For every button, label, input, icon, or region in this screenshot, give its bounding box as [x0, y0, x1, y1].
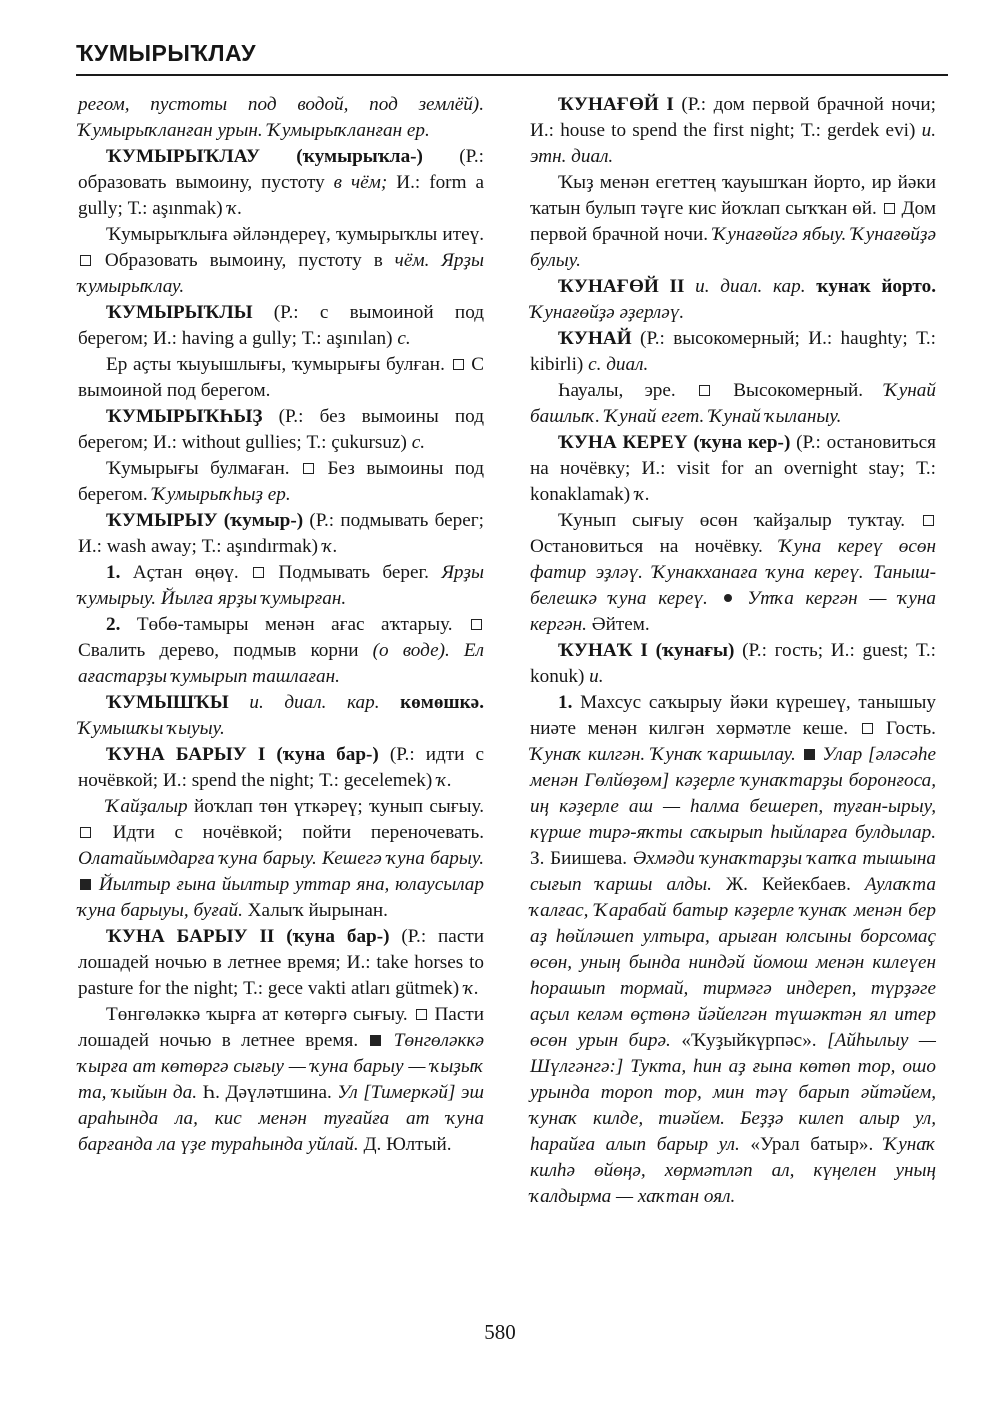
body-text: (Р.: пасти лошадей ночью в летнее время; И.: take horses to pasture for the night; Т.: gece vakti atları gütmek) — [78, 926, 484, 999]
headword: 1. — [558, 692, 573, 713]
dictionary-entry — [78, 508, 484, 560]
dictionary-entry — [78, 404, 484, 456]
italic-text: Улар [әләсәһе менән Гөлйөҙөм] кәҙерле ҡунаҡтарҙы боронғоса, иң кәҙерле аш — һалма бешереп, туған-ырыу, күрше тирә-яҡты саҡырып һыйларға булдылар. — [530, 744, 936, 843]
body-text: Без вымоины под берегом. — [78, 458, 484, 505]
italic-text: Ярҙы ҡумырыу. Йылға ярҙы ҡумырған. — [78, 562, 484, 609]
body-text: Ҡумырығы булмаған. — [106, 458, 301, 479]
dictionary-entry — [78, 742, 484, 794]
left-column — [78, 92, 484, 1158]
body-text: Идти с ночёвкой; пойти переночевать. — [93, 822, 484, 843]
body-text: Әйтем. — [586, 614, 650, 635]
italic-text: регом, пустоты под водой, под землёй). Ҡумырыҡланған урын. Ҡумырыҡланған ер. — [78, 94, 484, 141]
italic-text: Әхмәди ҡунаҡтарҙы ҡапҡа тышына сығып ҡаршы алды. — [530, 848, 936, 895]
body-text: Һауалы, эре. — [558, 380, 697, 401]
entry-paragraph — [78, 794, 484, 924]
italic-text: Аулаҡта ҡалғас, Ҡарабай батыр кәҙерле ҡунаҡ менән бер аҙ һөйләшеп ултыра, арыған юлсыны борсомаҫ өсөн, уның бында ниндәй йомош менән килеүен һорашып тормай, тирмәгә индереп, түрҙәге аҫыл келәм өҫтөнә йәйелгән түшәктән ял итер өсөн урын бирә. — [530, 874, 936, 1051]
body-text: Образовать вымоину, пустоту в — [93, 250, 395, 271]
body-text: Ҡумырыҡлыға әйләндереү, ҡумырыҡлы итеү. — [106, 224, 484, 245]
body-text: (Р.: без вымоины под берегом; И.: without gullies; Т.: çukursuz) — [78, 406, 484, 453]
translation-marker-icon — [862, 723, 873, 734]
italic-text: ҡ. — [322, 536, 338, 557]
body-text: (Р.: гость; И.: guest; Т.: konuk) — [530, 640, 936, 687]
body-text: Ж. Кейекбаев. — [711, 874, 865, 895]
body-text: (Р.: подмывать берег; И.: wash away; Т.: aşındırmak) — [78, 510, 484, 557]
headword: ҠУМЫШҠЫ — [106, 692, 229, 713]
body-text: Һ. Дәүләтшина. — [197, 1082, 338, 1103]
body-text: Высокомерный. — [711, 380, 885, 401]
italic-text: и. диал. кар. — [228, 692, 401, 713]
body-text: йоҡлап төн үткәреү; ҡунып сығыу. — [187, 796, 484, 817]
italic-text: Ҡунағөйҙә әҙерләү. — [530, 302, 685, 323]
translation-marker-icon — [253, 567, 264, 578]
right-column — [530, 92, 936, 1210]
entry-paragraph — [530, 170, 936, 274]
body-text: Д. Юлтый. — [358, 1134, 452, 1155]
entry-paragraph — [530, 508, 936, 638]
body-text: Халыҡ йырынан. — [242, 900, 388, 921]
dictionary-entry — [530, 430, 936, 508]
italic-text: ҡ. — [463, 978, 479, 999]
body-text: Ер аҫты ҡыуышлығы, ҡумырығы булған. — [106, 354, 451, 375]
dictionary-entry — [78, 144, 484, 222]
headword: 1. — [106, 562, 121, 583]
entry-paragraph — [78, 456, 484, 508]
headword: ҠУНАҒӨЙ II — [558, 276, 685, 297]
body-text: З. Биишева. — [530, 848, 633, 869]
entry-paragraph — [78, 560, 484, 612]
headword: ҠУНА КЕРЕҮ (ҡуна кер-) — [558, 432, 791, 453]
translation-marker-icon — [303, 463, 314, 474]
entry-paragraph — [78, 612, 484, 690]
headword: ҠУМЫРЫҠЛЫ — [106, 302, 253, 323]
italic-text: Ҡунаҡ килһә өйөңә, хөрмәтләп ал, күңелен уның ҡалдырма — хаҡтан оял. — [530, 1134, 936, 1207]
dictionary-entry — [530, 326, 936, 378]
italic-text: чём. Ярҙы ҡумырыҡлау. — [78, 250, 484, 297]
italic-text: Ҡуна кереү өсөн фатир эҙләү. Ҡунакханаға ҡуна кереү. Таныш-белешкә ҡуна кереү. — [530, 536, 937, 609]
italic-text: ҡ. — [437, 770, 452, 791]
italic-text: Ҡунай башлыҡ. Ҡунай егет. Ҡунай ҡыланыу. — [530, 380, 936, 427]
italic-text: и. диал. кар. — [684, 276, 817, 297]
header-rule — [76, 74, 948, 76]
translation-marker-icon — [699, 385, 710, 396]
dictionary-entry — [530, 638, 936, 690]
italic-text: Олатайымдарға ҡуна барыу. Кешегә ҡуна барыу. — [78, 848, 484, 869]
dictionary-entry — [78, 690, 484, 742]
headword: көмөшкә. — [400, 692, 484, 713]
body-text: (Р.: дом первой брачной ночи; И.: house to spend the first night; Т.: gerdek evi) — [530, 94, 936, 141]
italic-text: и. — [589, 666, 604, 687]
italic-text: Ҡумышҡы ҡыуыу. — [78, 718, 225, 739]
body-text: Остановиться на ночёвку. — [530, 536, 780, 557]
citation-marker-icon — [80, 879, 91, 890]
headword: 2. — [106, 614, 121, 635]
italic-text: ҡ. — [634, 484, 650, 505]
body-text: Свалить дерево, подмыв корни — [78, 640, 373, 661]
italic-text: Утҡа кергән — ҡуна кергән. — [530, 588, 936, 635]
italic-text: Ҡумырыҡһыҙ ер. — [152, 484, 291, 505]
continued-text — [78, 92, 484, 144]
body-text: «Урал батыр». — [739, 1134, 884, 1155]
translation-marker-icon — [416, 1009, 427, 1020]
italic-text: с. диал. — [588, 354, 649, 375]
body-text: Дом первой брачной ночи. — [530, 198, 936, 245]
body-text: Махсус саҡырыу йәки күрешеү, танышыу ниәте менән килгән хөрмәтле кеше. — [530, 692, 936, 739]
body-text: Гость. — [874, 718, 936, 739]
italic-text: [Айһылыу — Шүлгәнгә:] Тукта, һин аҙ ғына көтөп тор, ошо урында тороп тор, мин тәү барып әйтәйем, ҡунаҡ килде, тиәйем. Беҙҙә килеп алыр ул, һарайға алып барыр ул. — [530, 1030, 936, 1155]
headword: ҡунаҡ йорто. — [816, 276, 936, 297]
headword: ҠУНАЙ — [558, 328, 632, 349]
body-text: «Ҡуҙыйкүрпәс». — [670, 1030, 828, 1051]
dictionary-entry — [530, 274, 936, 326]
headword: ҠУНАҒӨЙ I — [558, 94, 674, 115]
italic-text: Ҡунағөйгә ябыу. Ҡунағөйҙә булыу. — [530, 224, 936, 271]
italic-text: с. — [411, 432, 426, 453]
italic-text: с. — [397, 328, 411, 349]
body-text: Пасти лошадей ночью в летнее время. — [78, 1004, 484, 1051]
italic-text: (о воде). Ел ағастарҙы ҡумырып ташлаған. — [78, 640, 484, 687]
headword: ҠУМЫРЫҠЛАУ (ҡумырыҡла-) — [106, 146, 423, 167]
translation-marker-icon — [884, 203, 895, 214]
italic-text: Ҡайҙалыр — [106, 796, 188, 817]
headword: ҠУМЫРЫУ (ҡумыр-) — [106, 510, 304, 531]
body-text: (Р.: с вымоиной под берегом; И.: having a gully; Т.: aşınılan) — [78, 302, 484, 349]
citation-marker-icon — [370, 1035, 381, 1046]
body-text: (Р.: идти с ночёвкой; И.: spend the night; Т.: gecelemek) — [78, 744, 484, 791]
body-text: Аҫтан өңөү. — [120, 562, 252, 583]
italic-text: Төнгөләккә ҡырға ат көтөргә сығыу — ҡуна барыу — ҡыҙыҡ та, ҡыйын да. — [78, 1030, 484, 1103]
headword: ҠУНА БАРЫУ II (ҡуна бар-) — [106, 926, 390, 947]
body-text: Подмывать берег. — [266, 562, 442, 583]
page-number: 580 — [484, 1320, 516, 1344]
entry-paragraph — [530, 378, 936, 430]
translation-marker-icon — [923, 515, 934, 526]
italic-text: и. этн. диал. — [530, 120, 936, 167]
italic-text: Ҡунаҡ килгән. Ҡунаҡ ҡаршылау. — [530, 744, 802, 765]
headword: ҠУНА БАРЫУ I (ҡуна бар-) — [106, 744, 379, 765]
body-text: (Р.: образовать вымоину, пустоту — [78, 146, 484, 193]
headword: ҠУНАҠ I (ҡунағы) — [558, 640, 735, 661]
body-text: Ҡыҙ менән егеттең ҡауышҡан йорто, ир йәки ҡатын булып тәүге кис йоҡлап сыҡҡан өй. — [530, 172, 936, 219]
proverb-marker-icon — [724, 594, 732, 602]
dictionary-entry — [78, 300, 484, 352]
translation-marker-icon — [80, 827, 91, 838]
entry-paragraph — [78, 352, 484, 404]
italic-text: Йылтыр ғына йылтыр уттар яна, юлаусылар ҡуна барыуы, буғай. — [78, 874, 484, 921]
italic-text: ҡ. — [227, 198, 243, 219]
dictionary-entry — [530, 92, 936, 170]
body-text: (Р.: высокомерный; И.: haughty; Т.: kibirli) — [530, 328, 936, 375]
entry-paragraph — [78, 222, 484, 300]
italic-text: в чём; — [333, 172, 388, 193]
translation-marker-icon — [453, 359, 464, 370]
entry-paragraph — [78, 1002, 484, 1158]
body-text: Төнгөләккә ҡырға ат көтөргә сығыу. — [106, 1004, 414, 1025]
entry-paragraph — [530, 690, 936, 1210]
citation-marker-icon — [804, 749, 815, 760]
running-head: ҠУМЫРЫҠЛАУ — [76, 40, 257, 66]
italic-text: Ул [Тимеркәй] эш араһында ла, кис менән туғайға ат ҡуна барғанда ла үҙе тураһында уйлай. — [78, 1082, 484, 1155]
headword: ҠУМЫРЫҠҺЫҘ — [106, 406, 263, 427]
dictionary-entry — [78, 924, 484, 1002]
body-text: Ҡунып сығыу өсөн ҡайҙалыр туҡтау. — [558, 510, 921, 531]
translation-marker-icon — [80, 255, 91, 266]
body-text: Төбө-тамыры менән ағас аҡтарыу. — [120, 614, 469, 635]
body-text: И.: form a gully; Т.: aşınmak) — [78, 172, 484, 219]
body-text: С вымоиной под берегом. — [78, 354, 484, 401]
translation-marker-icon — [471, 619, 482, 630]
body-text: (Р.: остановиться на ночёвку; И.: visit for an overnight stay; Т.: konaklamak) — [530, 432, 936, 505]
